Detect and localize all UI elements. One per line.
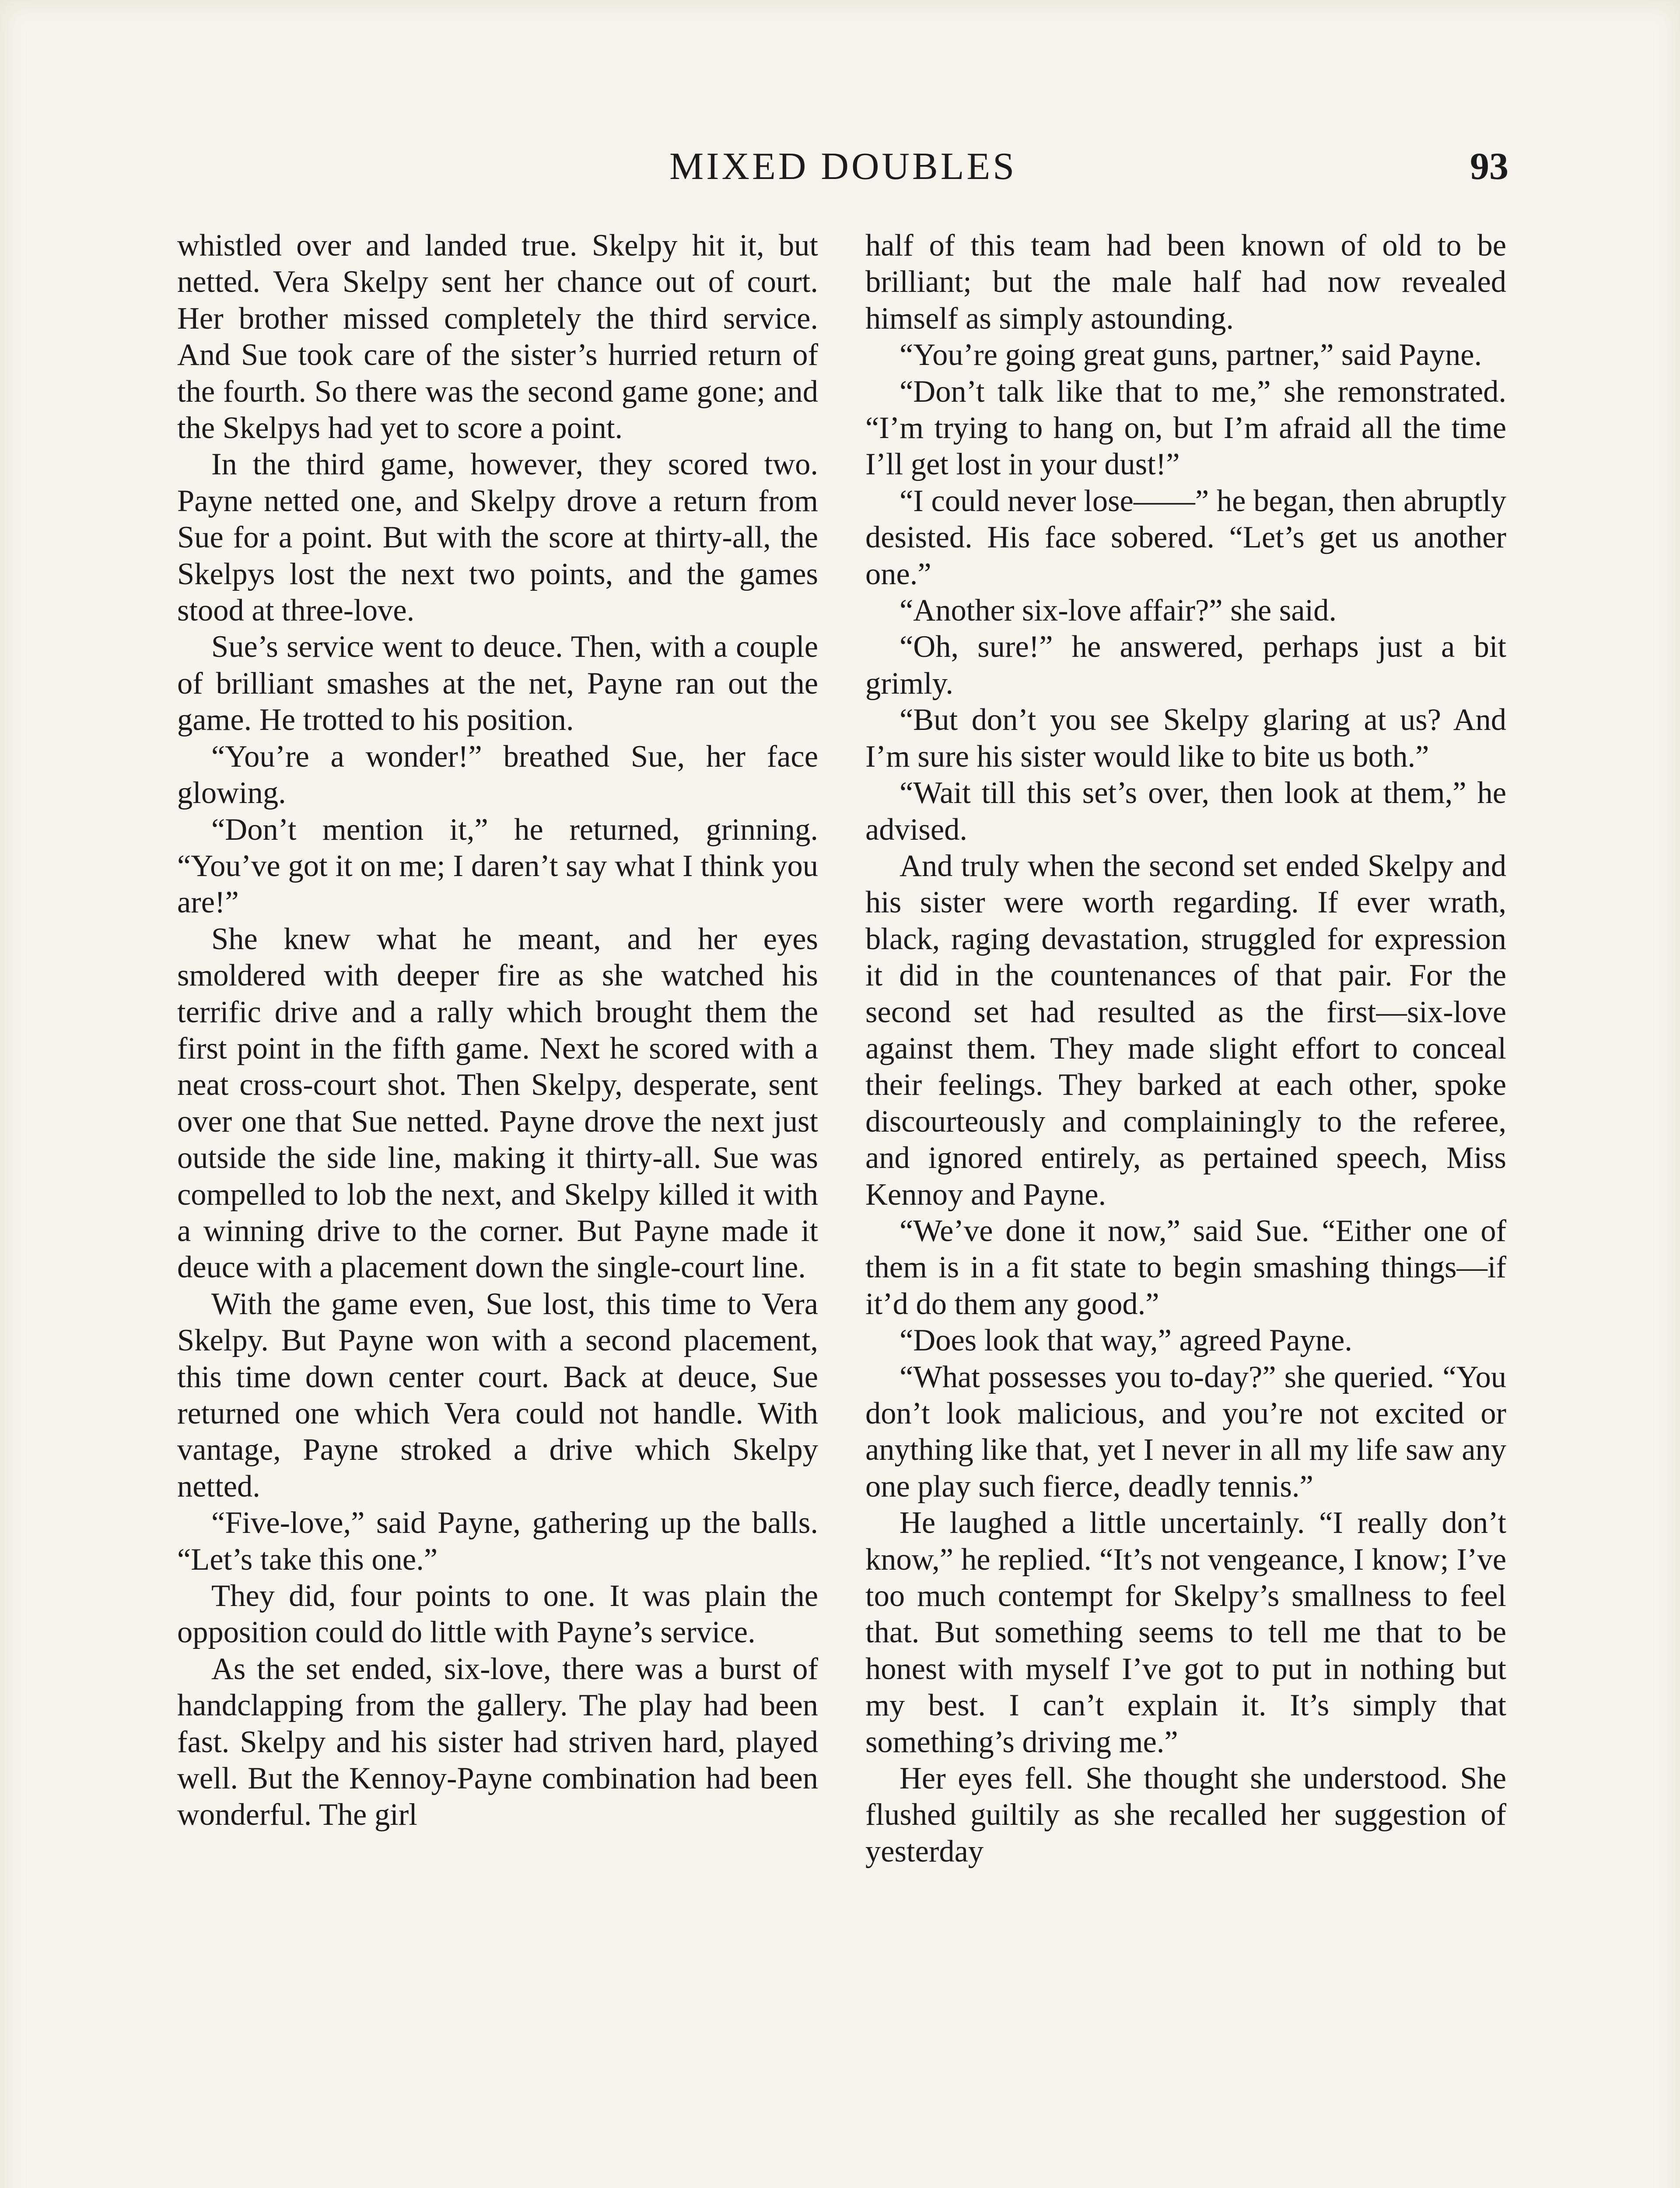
paragraph: “Don’t talk like that to me,” she remonstrated. “I’m trying to hang on, but I’m afraid all the time I’ll get lost in your dust!” — [865, 374, 1506, 482]
paragraph: “We’ve done it now,” said Sue. “Either one of them is in a fit state to begin smashing things—if it’d do them any good.” — [865, 1213, 1506, 1321]
paragraph: “You’re going great guns, partner,” said Payne. — [900, 338, 1482, 372]
right-text-column — [865, 228, 1506, 1870]
paragraph: half of this team had been known of old to be brilliant; but the male half had now revealed himself as simply astounding. — [865, 228, 1506, 336]
paragraph: “Wait till this set’s over, then look at them,” he advised. — [865, 776, 1506, 847]
paragraph: “Oh, sure!” he answered, perhaps just a bit grimly. — [865, 630, 1506, 701]
paragraph: With the game even, Sue lost, this time to Vera Skelpy. But Payne won with a second placement, this time down center court. Back at deuce, Sue returned one which Vera could not handle. With vantage, Payne stroked a drive which Skelpy netted. — [177, 1287, 818, 1504]
paragraph: He laughed a little uncertainly. “I really don’t know,” he replied. “It’s not vengeance, I know; I’ve too much contempt for Skelpy’s smallness to feel that. But something seems to tell me that to be honest with myself I’ve got to put in nothing but my best. I can’t explain it. It’s simply that something’s driving me.” — [865, 1506, 1506, 1759]
paragraph: “Another six-love affair?” she said. — [900, 593, 1337, 628]
paragraph: “But don’t you see Skelpy glaring at us? And I’m sure his sister would like to bite us both.” — [865, 703, 1506, 774]
paragraph: “You’re a wonder!” breathed Sue, her face glowing. — [177, 739, 818, 810]
paragraph: They did, four points to one. It was plain the opposition could do little with Payne’s service. — [177, 1579, 818, 1650]
paragraph: Her eyes fell. She thought she understood. She flushed guiltily as she recalled her suggestion of yesterday — [865, 1761, 1506, 1869]
paragraph: “Don’t mention it,” he returned, grinning. “You’ve got it on me; I daren’t say what I think you are!” — [177, 812, 818, 920]
paragraph: In the third game, however, they scored two. Payne netted one, and Skelpy drove a return from Sue for a point. But with the score at thirty-all, the Skelpys lost the next two points, and the games stood at three-love. — [177, 447, 818, 628]
paragraph: “What possesses you to-day?” she queried. “You don’t look malicious, and you’re not excited or anything like that, yet I never in all my life saw any one play such fierce, deadly tennis.” — [865, 1360, 1506, 1504]
paragraph: She knew what he meant, and her eyes smoldered with deeper fire as she watched his terrific drive and a rally which brought them the first point in the fifth game. Next he scored with a neat cross-court shot. Then Skelpy, desperate, sent over one that Sue netted. Payne drove the next just outside the side line, making it thirty-all. Sue was compelled to lob the next, and Skelpy killed it with a winning drive to the corner. But Payne made it deuce with a placement down the single-court line. — [177, 922, 818, 1285]
paragraph: whistled over and landed true. Skelpy hit it, but netted. Vera Skelpy sent her chance out of court. Her brother missed completely the third service. And Sue took care of the sister’s hurried return of the fourth. So there was the second game gone; and the Skelpys had yet to score a point. — [177, 228, 818, 445]
paragraph: And truly when the second set ended Skelpy and his sister were worth regarding. If ever wrath, black, raging devastation, struggled for expression it did in the countenances of that pair. For the second set had resulted as the first—six-love against them. They made slight effort to conceal their feelings. They barked at each other, spoke discourteously and complainingly to the referee, and ignored entirely, as pertained speech, Miss Kennoy and Payne. — [865, 849, 1506, 1212]
page-number: 93 — [1470, 145, 1508, 188]
paragraph: As the set ended, six-love, there was a burst of handclapping from the gallery. The play had been fast. Skelpy and his sister had striven hard, played well. But the Kennoy-Payne combination had been wonderful. The girl — [177, 1652, 818, 1832]
running-head: MIXED DOUBLES — [669, 145, 1017, 188]
paragraph: “Five-love,” said Payne, gathering up the balls. “Let’s take this one.” — [177, 1506, 818, 1577]
paragraph: “I could never lose——” he began, then abruptly desisted. His face sobered. “Let’s get us another one.” — [865, 484, 1506, 591]
page-header — [0, 144, 1680, 193]
paragraph: Sue’s service went to deuce. Then, with a couple of brilliant smashes at the net, Payne ran out the game. He trotted to his position. — [177, 630, 818, 737]
paragraph: “Does look that way,” agreed Payne. — [900, 1323, 1352, 1358]
left-text-column — [177, 228, 818, 1834]
